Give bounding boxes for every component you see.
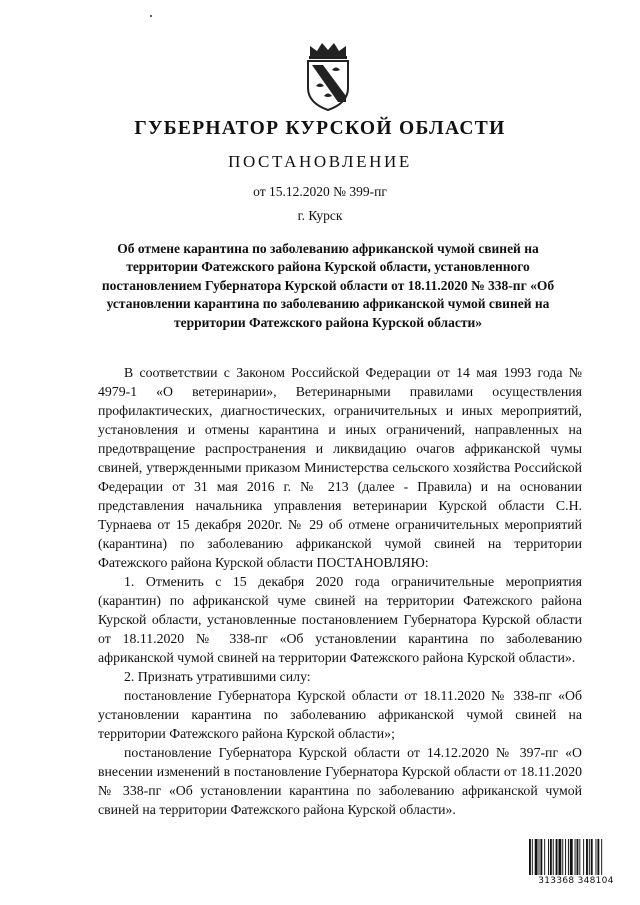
- document-body: [98, 363, 582, 819]
- document-date-number: от 15.12.2020 № 399-пг: [253, 184, 387, 199]
- barcode-bar: [548, 839, 549, 875]
- barcode-bar: [601, 839, 602, 875]
- barcode-bar: [558, 839, 561, 875]
- barcode-bar: [544, 839, 545, 875]
- barcode-number: 313368 348104: [538, 876, 614, 886]
- barcode-bar: [535, 839, 538, 875]
- barcode-bar: [565, 839, 566, 875]
- document-barcode: [529, 839, 623, 889]
- barcode-bar: [556, 839, 558, 875]
- kursk-coat-of-arms-icon: [302, 40, 354, 112]
- barcode-bar: [586, 839, 588, 875]
- barcode-bars: [529, 839, 623, 875]
- barcode-bar: [529, 839, 531, 875]
- barcode-bar: [577, 839, 579, 875]
- item-2b-paragraph: постановление Губернатора Курской области от 14.12.2020 № 397-пг «О внесении изменений в постановление Губернатора Курской области от 18.11.2020 № 338-пг «Об установлении карантина по заболеванию африканской чумой свиней на территории Фатежского района Курской области».: [98, 745, 582, 817]
- document-city: г. Курск: [297, 208, 343, 223]
- barcode-bar: [532, 839, 533, 875]
- barcode-bar: [575, 839, 576, 875]
- barcode-bar: [568, 839, 569, 875]
- authority-title: ГУБЕРНАТОР КУРСКОЙ ОБЛАСТИ: [134, 118, 506, 139]
- document-heading: Об отмене карантина по заболеванию африканской чумой свиней на территории Фатежского района Курской области, установленного постановлением Губернатора Курской области от 18.11.2020 № 338-пг «Об установлении карантина по заболеванию африканской чумой свиней на территории Фатежского района Курской области»: [101, 241, 555, 330]
- item-1-paragraph: 1. Отменить с 15 декабря 2020 года ограничительные мероприятия (карантин) по африканской чуме свиней на территории Фатежского района Курской области, установленные постановлением Губернатора Курской области от 18.11.2020 № 338-пг «Об установлении карантина по заболеванию африканской чумой свиней на территории Фатежского района Курской области».: [98, 574, 582, 665]
- barcode-bar: [583, 839, 584, 875]
- item-2-paragraph: 2. Признать утратившими силу:: [124, 669, 311, 684]
- barcode-bar: [562, 839, 563, 875]
- barcode-bar: [596, 839, 597, 875]
- barcode-bar: [539, 839, 540, 875]
- item-2a-paragraph: постановление Губернатора Курской области от 18.11.2020 № 338-пг «Об установлении карантина по заболеванию африканской чумой свиней на территории Фатежского района Курской области»;: [98, 688, 582, 741]
- barcode-bar: [570, 839, 573, 875]
- preamble-paragraph: В соответствии с Законом Российской Федерации от 14 мая 1993 года № 4979-1 «О ветеринарии», Ветеринарными правилами осуществления профилактических, диагностических, ограничительных и иных мероприятий, установления и отмены карантина и иных ограничений, направленных на предотвращение распространения и ликвидацию очагов африканской чумы свиней, утвержденными приказом Министерства сельского хозяйства Российской Федерации от 31 мая 2016 г. № 213 (далее - Правила) и на основании представления начальника управления ветеринарии Курской области С.Н. Турнаева от 15 декабря 2020г. № 29 об отмене ограничительных мероприятий (карантина) по заболеванию африканской чумой свиней на территории Фатежского района Курской области ПОСТАНОВЛЯЮ:: [98, 365, 582, 570]
- barcode-bar: [540, 839, 542, 875]
- barcode-bar: [579, 839, 580, 875]
- document-type: ПОСТАНОВЛЕНИЕ: [228, 152, 412, 171]
- barcode-bar: [597, 839, 599, 875]
- scan-speck: [150, 15, 152, 17]
- barcode-bar: [553, 839, 554, 875]
- barcode-bar: [550, 839, 552, 875]
- barcode-bar: [591, 839, 593, 875]
- barcode-bar: [589, 839, 590, 875]
